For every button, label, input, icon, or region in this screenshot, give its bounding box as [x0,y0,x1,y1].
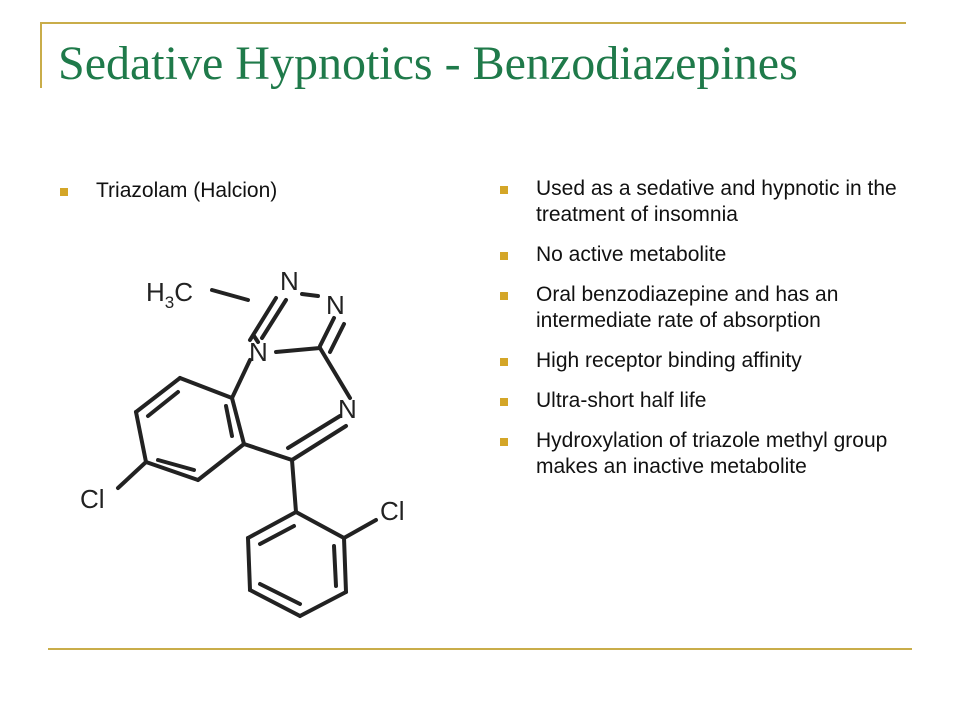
frame-bottom-rule [48,648,912,650]
bullet-item [498,176,948,228]
frame-left-rule [40,22,42,88]
chemical-bonds [118,290,376,616]
square-bullet-icon [60,188,68,196]
square-bullet-icon [500,186,508,194]
square-bullet-icon [500,358,508,366]
bullet-text: High receptor binding affinity [536,349,802,372]
triazole-n-top-label: N [280,266,299,296]
methyl-group-label: $H_3C$ [146,277,194,312]
chloro-right-label: Cl [380,496,405,526]
bullet-item [498,282,948,334]
square-bullet-icon [500,292,508,300]
bullet-item [498,428,948,480]
bullet-text: No active metabolite [536,243,727,266]
bridging-n-label: N [249,337,268,367]
bullet-text: Ultra-short half life [536,389,707,412]
frame-top-rule [40,22,906,24]
bullet-text: Triazolam (Halcion) [96,179,278,202]
right-bullet-list [498,176,948,480]
bullet-text: Used as a sedative and hypnotic in the treatment of insomnia [536,177,897,226]
square-bullet-icon [500,252,508,260]
left-column [58,178,398,218]
triazolam-structure-diagram [60,250,480,620]
chloro-left-label: Cl [80,484,105,514]
square-bullet-icon [500,398,508,406]
bullet-text: Oral benzodiazepine and has an intermediate rate of absorption [536,283,839,332]
imine-n-label: N [338,394,357,424]
right-column [498,176,948,494]
bullet-item [498,348,948,374]
bullet-text: Hydroxylation of triazole methyl group makes an inactive metabolite [536,429,888,478]
bullet-item [498,388,948,414]
triazole-n-right-label: N [326,290,345,320]
left-bullet-list [58,178,398,204]
slide-title: Sedative Hypnotics - Benzodiazepines [58,37,798,90]
bullet-item [58,178,398,204]
atom-labels [80,266,405,526]
bullet-item [498,242,948,268]
square-bullet-icon [500,438,508,446]
